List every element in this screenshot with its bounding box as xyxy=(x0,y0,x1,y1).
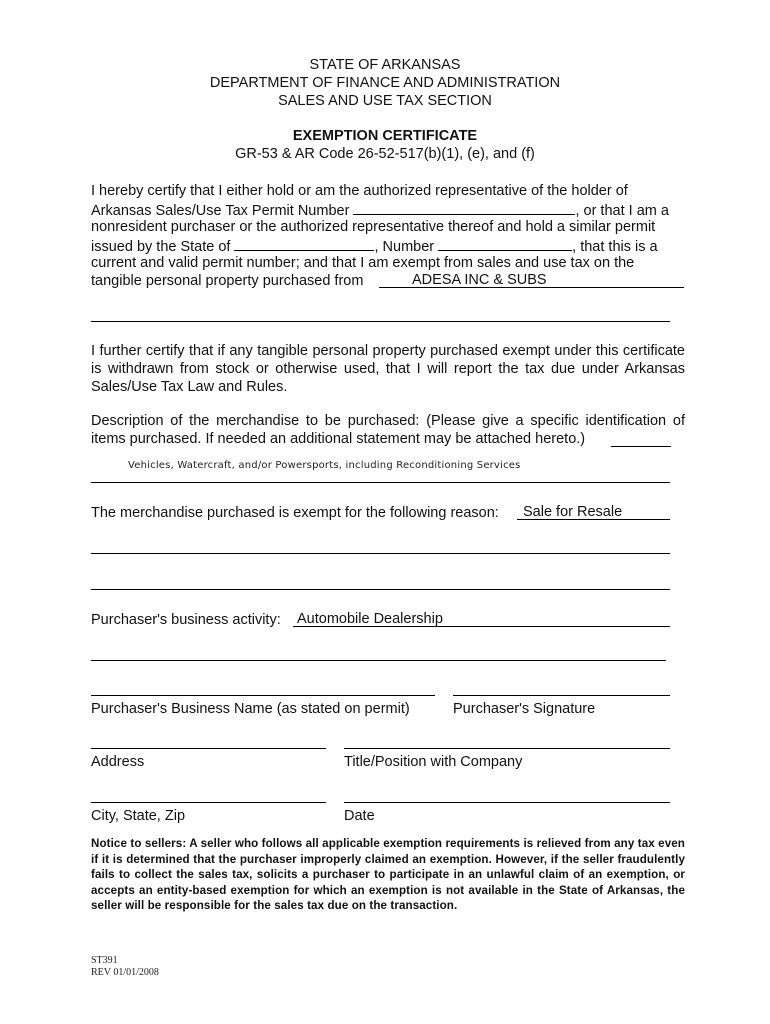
certify-line-2 xyxy=(91,200,685,220)
address-line[interactable] xyxy=(91,748,326,749)
city-state-zip-line[interactable] xyxy=(91,802,326,803)
business-name-label: Purchaser's Business Name (as stated on permit) xyxy=(91,701,410,717)
business-name-line[interactable] xyxy=(91,695,435,696)
reason-extra-line-1[interactable] xyxy=(91,553,670,554)
form-number: ST391 xyxy=(91,955,118,966)
activity-value: Automobile Dealership xyxy=(297,611,443,627)
header-department: DEPARTMENT OF FINANCE AND ADMINISTRATION xyxy=(209,75,561,91)
form-code: GR-53 & AR Code 26-52-517(b)(1), (e), and (f) xyxy=(235,146,535,162)
description-line[interactable] xyxy=(91,482,670,483)
reason-value: Sale for Resale xyxy=(523,504,623,520)
reason-extra-line-2[interactable] xyxy=(91,589,670,590)
activity-extra-line[interactable] xyxy=(91,660,666,661)
description-short-line[interactable] xyxy=(611,446,671,447)
city-state-zip-label: City, State, Zip xyxy=(91,808,186,824)
permit-number-label: Arkansas Sales/Use Tax Permit Number xyxy=(91,203,350,219)
certify-line-2-end: , or that I am a xyxy=(575,203,669,219)
certify-line-4 xyxy=(91,236,685,256)
certify-line-1: I hereby certify that I either hold or am the authorized representative of the holder of xyxy=(91,183,628,199)
certify-line-3: nonresident purchaser or the authorized representative thereof and hold a similar permit xyxy=(91,219,656,235)
form-title: EXEMPTION CERTIFICATE xyxy=(292,128,478,144)
reason-label: The merchandise purchased is exempt for the following reason: xyxy=(91,505,499,521)
date-line[interactable] xyxy=(344,802,670,803)
signature-line[interactable] xyxy=(453,695,670,696)
description-value: Vehicles, Watercraft, and/or Powersports, including Reconditioning Services xyxy=(128,460,521,471)
seller-name-value: ADESA INC & SUBS xyxy=(412,272,547,288)
description-prompt: Description of the merchandise to be purchased: (Please give a specific identification of items purchased. If needed an additional statement may be attached hereto.) xyxy=(91,413,685,447)
certify-line-4-end: , that this is a xyxy=(572,239,658,255)
date-label: Date xyxy=(344,808,375,824)
title-position-line[interactable] xyxy=(344,748,670,749)
other-permit-number-field[interactable] xyxy=(438,236,572,251)
title-position-label: Title/Position with Company xyxy=(344,754,523,770)
header-section: SALES AND USE TAX SECTION xyxy=(278,93,492,109)
further-certify-paragraph: I further certify that if any tangible personal property purchased exempt under this certificate is withdrawn from stock or otherwise used, that I will report the tax due under Arkansas Sales/Use Tax Law and Rules. xyxy=(91,343,685,395)
number-label: , Number xyxy=(374,239,435,255)
notice-to-sellers: Notice to sellers: A seller who follows all applicable exemption requirements is relieved from any tax even if it is determined that the purchaser improperly claimed an exemption. However, if the seller fraudulently fails to collect the sales tax, solicits a purchaser to participate in an unlawful claim of an exemption, or accepts an entity-based exemption for which an exemption is not available in the State of Arkansas, the seller will be responsible for the sales tax due on the transaction. xyxy=(91,837,685,912)
purchased-from-label: tangible personal property purchased from xyxy=(91,273,364,289)
signature-label: Purchaser's Signature xyxy=(453,701,596,717)
state-label: issued by the State of xyxy=(91,239,231,255)
header-state: STATE OF ARKANSAS xyxy=(309,57,461,73)
seller-extra-line[interactable] xyxy=(91,321,670,322)
form-revision: REV 01/01/2008 xyxy=(91,967,159,978)
issuing-state-field[interactable] xyxy=(234,236,374,251)
activity-label: Purchaser's business activity: xyxy=(91,612,281,628)
certify-line-5: current and valid permit number; and that I am exempt from sales and use tax on the xyxy=(91,255,635,271)
permit-number-field[interactable] xyxy=(353,200,575,215)
address-label: Address xyxy=(91,754,145,770)
